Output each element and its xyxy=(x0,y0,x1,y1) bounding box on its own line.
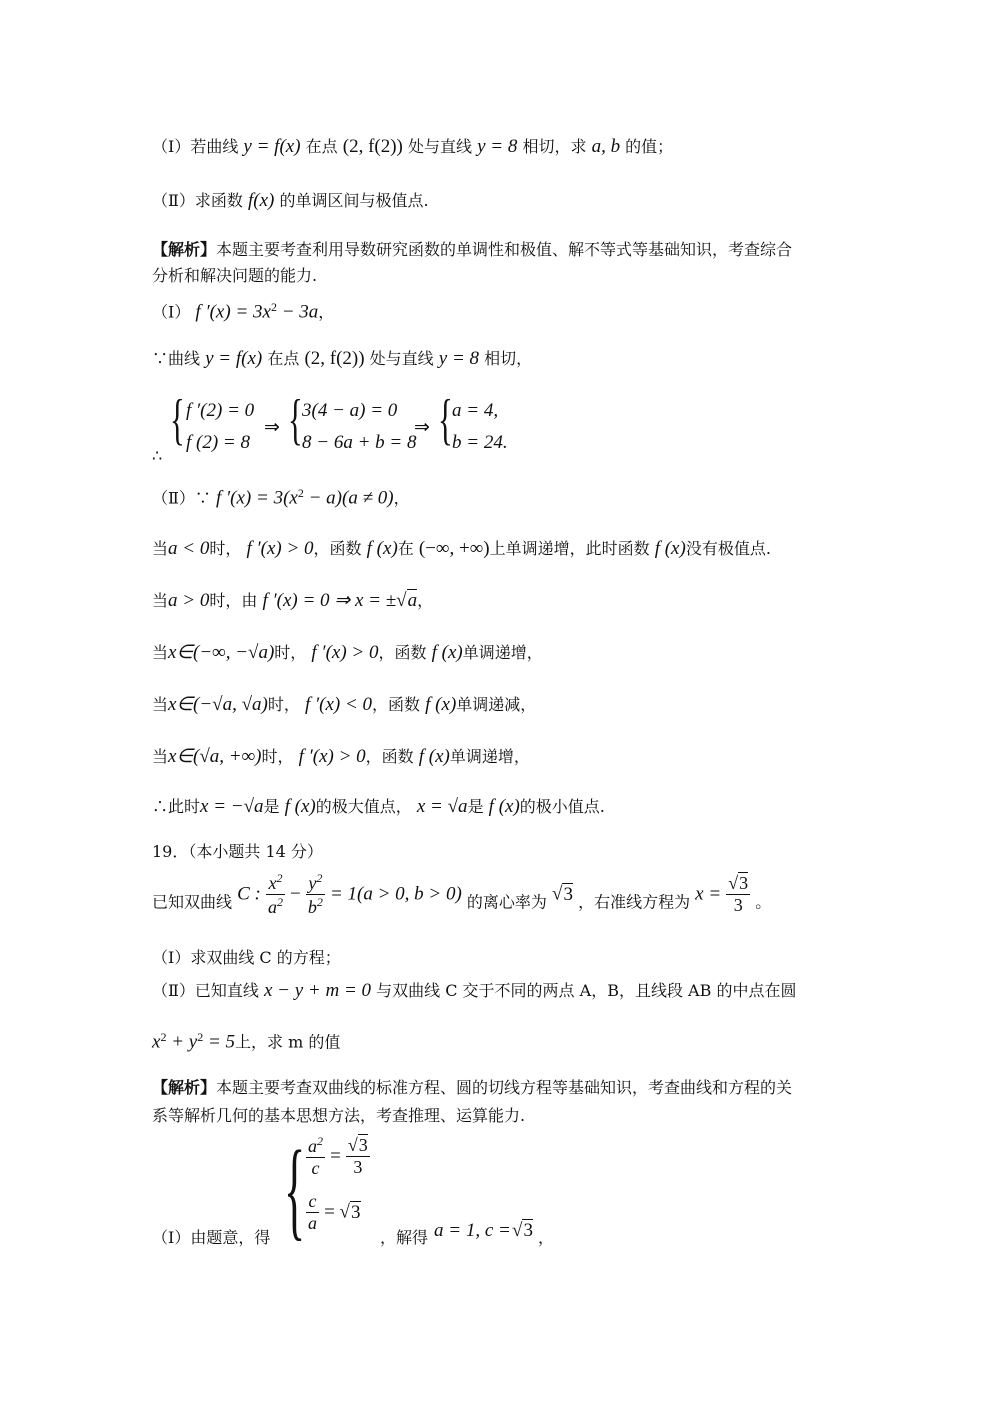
case-a-positive: 当a > 0时，由 f ′(x) = 0 ⇒ x = ±√a， xyxy=(152,590,434,611)
interval-1: 当x∈(−∞, −√a)时， f ′(x) > 0，函数 f (x)单调递增， xyxy=(152,642,543,663)
analysis-line-1: 【解析】本题主要考查利用导数研究函数的单调性和极值、解不等式等基础知识，考查综合 xyxy=(152,240,793,259)
brace-icon: { xyxy=(170,389,185,451)
question-19-part-1: （Ⅰ）求双曲线 C 的方程； xyxy=(152,948,341,967)
question-19-part-2: （Ⅱ）已知直线 x − y + m = 0 与双曲线 C 交于不同的两点 A，B，且线段 AB 的中点在圆 xyxy=(152,980,797,1001)
analysis-line-2: 分析和解决问题的能力. xyxy=(152,266,318,285)
interval-2: 当x∈(−√a, √a)时， f ′(x) < 0，函数 f (x)单调递减， xyxy=(152,694,537,715)
analysis2-line-2: 系等解析几何的基本思想方法，考查推理、运算能力. xyxy=(152,1106,526,1125)
step-tangent: ∵曲线 y = f(x) 在点 (2, f(2)) 处与直线 y = 8 相切， xyxy=(152,348,533,369)
step-derivative: （Ⅰ） f $'(x) = 3x^2 - 3a$， xyxy=(152,300,335,323)
brace-icon: { xyxy=(438,389,453,451)
question-19-title: 19．（本小题共 14 分） xyxy=(152,842,323,861)
analysis2-line-1: 【解析】本题主要考查双曲线的标准方程、圆的切线方程等基础知识，考查曲线和方程的关 xyxy=(152,1078,793,1097)
question-part-1: （Ⅰ）若曲线 y = f(x) 在点 (2, f(2)) 处与直线 y = 8 相切，求 a, b 的值； xyxy=(152,136,674,157)
extrema-conclusion: ∴此时x = −√a是 f (x)的极大值点， x = √a是 f (x)的极小值点. xyxy=(152,796,605,817)
interval-3: 当x∈(√a, +∞)时， f ′(x) > 0，函数 f (x)单调递增， xyxy=(152,746,530,767)
question-part-2: （Ⅱ）求函数 f(x) 的单调区间与极值点. xyxy=(152,190,429,211)
question-19-statement: 已知双曲线 C : $\frac{x^2}{a^2}$ − $\frac{y^2}{b^2}$ = 1(a > 0, b > 0) 的离心率为 √3 ，右准线方程为 x = $\frac{√3}{3}$ 。 xyxy=(152,871,772,917)
brace-icon: { xyxy=(284,1128,306,1250)
brace-icon: { xyxy=(288,389,303,451)
step-part-2-derivative: （Ⅱ）∵ f $'(x) = 3(x^2 - a)(a \ne 0)$， xyxy=(152,486,410,509)
question-19-part-2-cont: $x^2 + y^2 = 5$上，求 m 的值 xyxy=(152,1030,341,1053)
case-a-negative: 当a < 0时， f ′(x) > 0，函数 f (x)在 (−∞, +∞)上单调递增，此时函数 f (x)没有极值点. xyxy=(152,538,771,559)
